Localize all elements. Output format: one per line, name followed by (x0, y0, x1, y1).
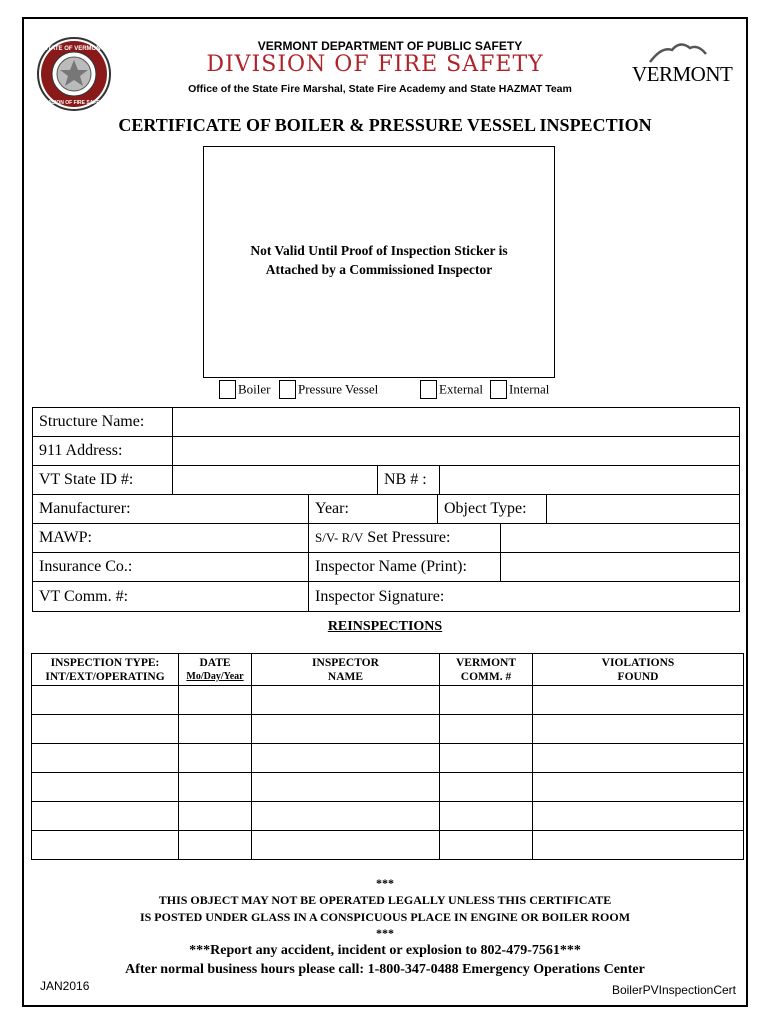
reinspections-table (31, 653, 744, 860)
date-code: JAN2016 (40, 979, 90, 993)
nb-label: NB # : (377, 466, 439, 494)
manufacturer-label: Manufacturer: (39, 500, 131, 517)
year-label: Year: (308, 495, 437, 523)
table-row (32, 773, 744, 802)
seal-text-bottom: DIVISION OF FIRE SAFETY (41, 100, 107, 106)
table-cell[interactable] (179, 686, 252, 715)
external-label: External (439, 381, 484, 397)
pressure-vessel-checkbox[interactable] (279, 380, 296, 399)
seal-text-top: STATE OF VERMONT (43, 46, 105, 52)
table-cell[interactable] (440, 715, 533, 744)
col-vermont-comm: VERMONT COMM. # (440, 654, 533, 686)
sv-rv-label: S/V- R/V (315, 530, 364, 545)
page-title: CERTIFICATE OF BOILER & PRESSURE VESSEL INSPECTION (118, 115, 652, 135)
vt-state-id-label: VT State ID #: (39, 471, 134, 488)
row-manufacturer (33, 495, 739, 524)
table-cell[interactable] (179, 744, 252, 773)
table-cell[interactable] (533, 744, 744, 773)
option-internal[interactable] (490, 380, 549, 399)
boiler-checkbox[interactable] (219, 380, 236, 399)
pressure-vessel-label: Pressure Vessel (298, 381, 379, 397)
option-boiler[interactable] (219, 380, 271, 399)
col-inspector-name: INSPECTOR NAME (252, 654, 440, 686)
vermont-logo: VERMONT (632, 62, 733, 86)
option-external[interactable] (420, 380, 483, 399)
table-cell[interactable] (252, 773, 440, 802)
info-grid (32, 407, 740, 612)
division-name: DIVISION OF FIRE SAFETY (206, 52, 544, 77)
table-row (32, 831, 744, 860)
internal-checkbox[interactable] (490, 380, 507, 399)
sticker-area (203, 146, 555, 378)
table-cell[interactable] (440, 686, 533, 715)
department-name: VERMONT DEPARTMENT OF PUBLIC SAFETY (257, 39, 523, 53)
vt-state-id-field[interactable] (172, 466, 377, 494)
col-inspection-type: INSPECTION TYPE: INT/EXT/OPERATING (32, 654, 179, 686)
table-row (32, 686, 744, 715)
inspector-signature-field[interactable] (500, 582, 739, 611)
object-type-label: Object Type: (437, 495, 546, 523)
table-cell[interactable] (440, 773, 533, 802)
table-cell[interactable] (252, 744, 440, 773)
table-cell[interactable] (533, 715, 744, 744)
inspector-signature-label: Inspector Signature: (308, 582, 500, 611)
table-header-row (32, 654, 744, 686)
table-cell[interactable] (533, 773, 744, 802)
table-row (32, 715, 744, 744)
table-cell[interactable] (32, 773, 179, 802)
table-cell[interactable] (179, 802, 252, 831)
vt-comm-label: VT Comm. #: (39, 587, 129, 605)
table-cell[interactable] (179, 831, 252, 860)
table-cell[interactable] (252, 802, 440, 831)
insurance-field[interactable] (172, 553, 308, 581)
col-violations: VIOLATIONS FOUND (533, 654, 744, 686)
table-cell[interactable] (32, 744, 179, 773)
table-row (32, 802, 744, 831)
table-cell[interactable] (179, 715, 252, 744)
row-insurance (33, 553, 739, 582)
inspector-name-field[interactable] (500, 553, 739, 581)
table-cell[interactable] (32, 831, 179, 860)
sticker-note-line2: Attached by a Commissioned Inspector (265, 262, 493, 277)
col-date: DATE Mo/Day/Year (179, 654, 252, 686)
report-line: ***Report any accident, incident or explosion to 802-479-7561*** (189, 943, 581, 958)
nb-field[interactable] (439, 466, 739, 494)
option-pressure-vessel[interactable] (279, 380, 378, 399)
reinspections-heading: REINSPECTIONS (327, 619, 443, 634)
office-line: Office of the State Fire Marshal, State Fire Academy and State HAZMAT Team (188, 83, 572, 95)
table-cell[interactable] (179, 773, 252, 802)
row-vt-comm (33, 582, 739, 611)
insurance-label: Insurance Co.: (39, 558, 133, 575)
stars-top: *** (376, 876, 394, 890)
table-cell[interactable] (252, 831, 440, 860)
warning-line2: IS POSTED UNDER GLASS IN A CONSPICUOUS PLACE IN ENGINE OR BOILER ROOM (139, 910, 631, 924)
table-cell[interactable] (440, 802, 533, 831)
row-address (33, 437, 739, 466)
stars-bottom: *** (376, 926, 394, 940)
form-id: BoilerPVInspectionCert (611, 983, 736, 997)
sticker-note-line1: Not Valid Until Proof of Inspection Sticker is (250, 243, 508, 258)
table-cell[interactable] (32, 802, 179, 831)
row-structure (33, 408, 739, 437)
warning-line1: THIS OBJECT MAY NOT BE OPERATED LEGALLY UNLESS THIS CERTIFICATE (158, 893, 612, 907)
row-mawp (33, 524, 739, 553)
set-pressure-field[interactable] (500, 524, 739, 552)
manufacturer-field[interactable] (172, 495, 308, 523)
fire-safety-seal-icon (36, 36, 112, 112)
table-row (32, 744, 744, 773)
table-cell[interactable] (533, 686, 744, 715)
set-pressure-label (308, 524, 500, 552)
mawp-label: MAWP: (39, 529, 92, 546)
vt-comm-field[interactable] (172, 582, 308, 611)
mawp-field[interactable] (172, 524, 308, 552)
table-cell[interactable] (252, 715, 440, 744)
row-state-id (33, 466, 739, 495)
inspector-name-label: Inspector Name (Print): (308, 553, 500, 581)
table-cell[interactable] (32, 686, 179, 715)
address-field[interactable] (172, 437, 739, 465)
table-cell[interactable] (533, 831, 744, 860)
set-pressure-text: Set Pressure: (367, 529, 451, 546)
structure-name-field[interactable] (172, 408, 739, 436)
external-checkbox[interactable] (420, 380, 437, 399)
internal-label: Internal (509, 381, 550, 397)
table-cell[interactable] (252, 686, 440, 715)
table-cell[interactable] (440, 744, 533, 773)
boiler-label: Boiler (238, 381, 271, 397)
address-label: 911 Address: (39, 442, 123, 459)
after-hours-line: After normal business hours please call: 1-800-347-0488 Emergency Operations Center (125, 962, 645, 977)
object-type-field[interactable] (546, 495, 739, 523)
table-cell[interactable] (440, 831, 533, 860)
table-cell[interactable] (32, 715, 179, 744)
table-cell[interactable] (533, 802, 744, 831)
structure-name-label: Structure Name: (39, 413, 145, 430)
